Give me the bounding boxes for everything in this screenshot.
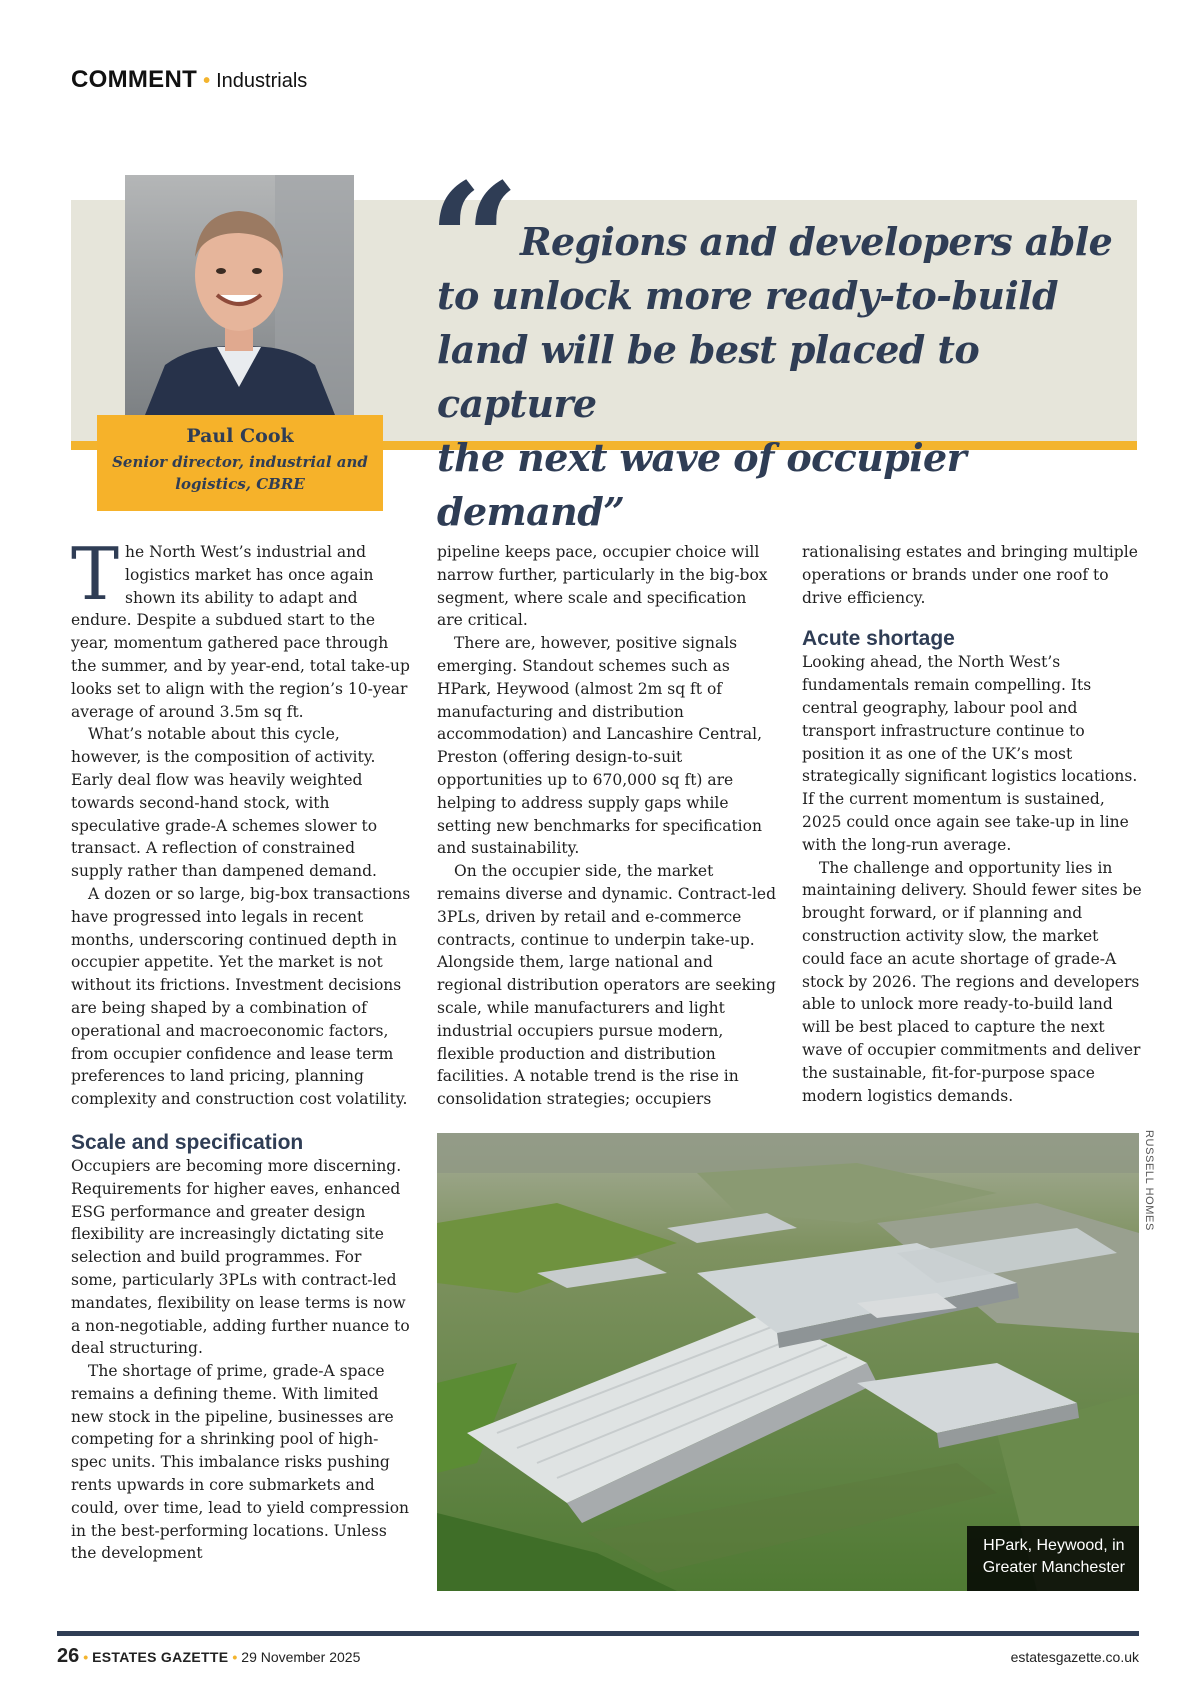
pull-quote-line: land will be best placed to capture: [437, 327, 980, 426]
article-paragraph: Looking ahead, the North West’s fundamentals remain compelling. Its central geography, labour pool and transport infrastructure continue to position it as one of the UK’s most strategically significant logistics locations. If the current momentum is sustained, 2025 could once again see take-up in line with the long-run average.: [802, 653, 1138, 854]
section-label: COMMENT: [71, 66, 198, 93]
issue-date: 29 November 2025: [241, 1649, 361, 1665]
article-column-1: [71, 532, 411, 1565]
subheading-shortage: Acute shortage: [802, 627, 955, 651]
aerial-photo-image: [437, 1133, 1139, 1591]
pull-quote-line: Regions and developers able: [520, 219, 1113, 264]
article-column-2: [437, 541, 777, 1111]
page-number: 26: [57, 1645, 80, 1667]
article-paragraph: Occupiers are becoming more discerning. Requirements for higher eaves, enhanced ESG performance and greater design flexibility are increasingly dictating site selection and build programmes. For some, particularly 3PLs with contract-led mandates, flexibility on lease terms is now a non-negotiable, adding further nuance to deal structuring.: [71, 1156, 410, 1358]
footer-separator: •: [83, 1649, 89, 1665]
author-byline: [97, 415, 383, 511]
subsection-label: Industrials: [216, 70, 308, 92]
article-paragraph: A dozen or so large, big-box transactions have progressed into legals in recent months, underscoring continued depth in occupier appetite. Yet the market is not without its frictions. Investment decisions are being shaped by a combination of operational and macroeconomic factors, from occupier confidence and lease term preferences to land pricing, planning complexity and construction cost volatility.: [71, 884, 411, 1109]
article-paragraph: pipeline keeps pace, occupier choice will narrow further, particularly in the big-box segment, where scale and specification are critical.: [437, 543, 768, 630]
footer-separator: •: [232, 1649, 238, 1665]
footer-rule: [57, 1631, 1139, 1636]
pull-quote-line: the next wave of occupier demand”: [437, 435, 967, 534]
subheading-scale: Scale and specification: [71, 1130, 304, 1154]
article-paragraph: rationalising estates and bringing multiple operations or brands under one roof to drive efficiency.: [802, 543, 1138, 607]
article-paragraph: The North West’s industrial and logistics market has once again shown its ability to adapt and endure. Despite a subdued start to the year, momentum gathered pace through the summer, and by year-end, total take-up looks set to align with the region’s 10-year average of around 3.5m sq ft.: [71, 532, 410, 721]
section-header: [71, 66, 307, 94]
photo-caption: [967, 1526, 1139, 1591]
portrait-image: [125, 175, 354, 415]
publication-name: ESTATES GAZETTE: [92, 1649, 229, 1665]
pull-quote: [437, 215, 1137, 539]
article-paragraph: On the occupier side, the market remains diverse and dynamic. Contract-led 3PLs, driven by retail and e-commerce contracts, continue to underpin take-up. Alongside them, large national and regional distribution operators are seeking scale, while manufacturers and light industrial occupiers pursue modern, flexible production and distribution facilities. A notable trend is the rise in consolidation strategies; occupiers: [437, 862, 777, 1109]
aerial-photo: [437, 1133, 1139, 1591]
article-paragraph: The challenge and opportunity lies in maintaining delivery. Should fewer sites be brought forward, or if planning and construction activity slow, the market could face an acute shortage of grade-A stock by 2026. The regions and developers able to unlock more ready-to-build land will be best placed to capture the next wave of occupier commitments and deliver the sustainable, fit-for-purpose space modern logistics demands.: [802, 858, 1142, 1105]
quote-mark-icon: “: [428, 148, 521, 336]
article-column-3: [802, 541, 1142, 1107]
article-paragraph: What’s notable about this cycle, however, is the composition of activity. Early deal flow was heavily weighted towards second-hand stock, with speculative grade-A schemes slower to transact. A reflection of constrained supply rather than dampened demand.: [71, 725, 378, 881]
photo-credit: RUSSELL HOMES: [1143, 1130, 1155, 1231]
header-separator: •: [203, 70, 211, 92]
page-footer: [57, 1645, 1139, 1669]
website-link[interactable]: estatesgazette.co.uk: [1010, 1649, 1139, 1665]
author-name: Paul Cook: [186, 425, 294, 447]
article-paragraph: There are, however, positive signals emerging. Standout schemes such as HPark, Heywood (almost 2m sq ft of manufacturing and distribution accommodation) and Lancashire Central, Preston (offering design-to-suit opportunities up to 670,000 sq ft) are helping to address supply gaps while setting new benchmarks for specification and sustainability.: [437, 634, 762, 858]
pull-quote-line: to unlock more ready-to-build: [437, 273, 1058, 318]
author-portrait: [125, 175, 354, 415]
drop-cap: T: [71, 532, 120, 616]
author-role: Senior director, industrial and logistics, CBRE: [112, 453, 368, 493]
caption-line: Greater Manchester: [982, 1559, 1125, 1576]
caption-line: HPark, Heywood, in: [983, 1537, 1125, 1554]
article-paragraph: The shortage of prime, grade-A space remains a defining theme. With limited new stock in the pipeline, businesses are competing for a shrinking pool of high-spec units. This imbalance risks pushing rents upwards in core submarkets and could, over time, lead to yield compression in the best-performing locations. Unless the development: [71, 1362, 410, 1563]
